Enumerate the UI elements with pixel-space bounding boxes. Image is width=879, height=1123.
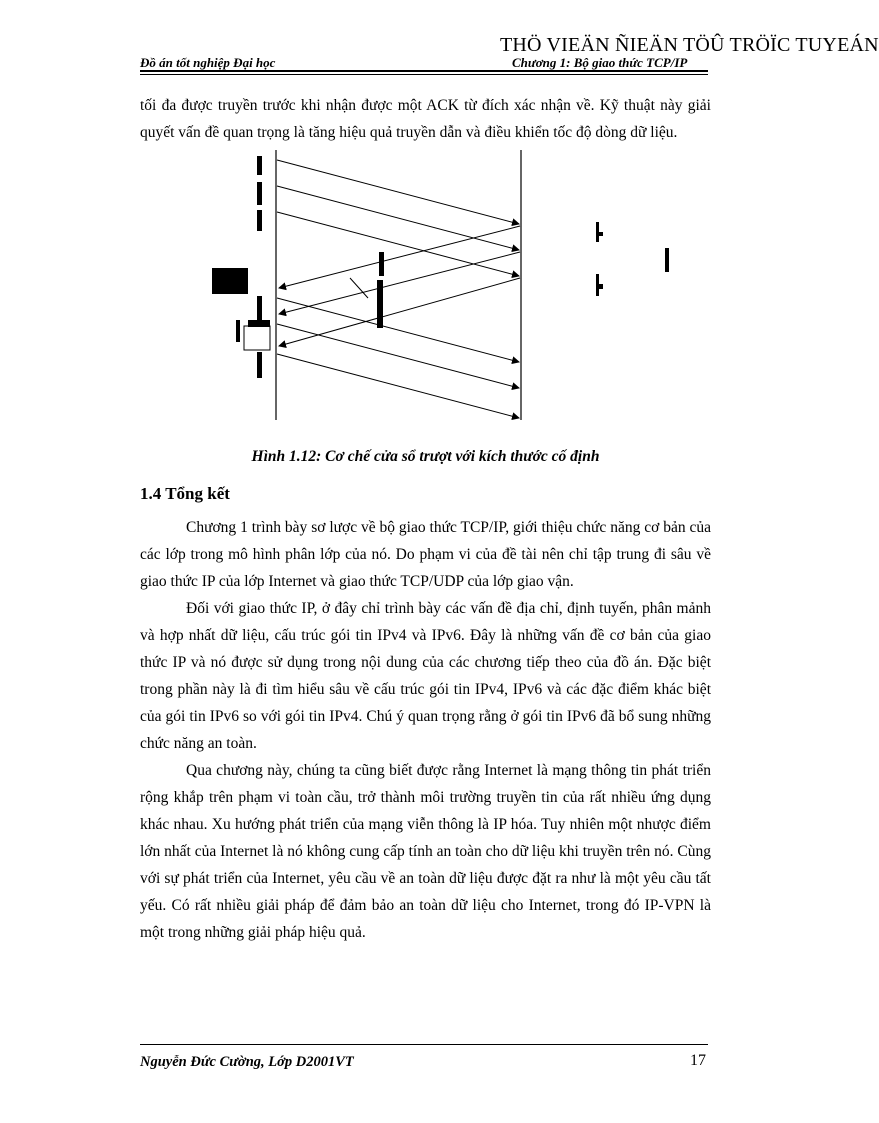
mark-bar [599, 284, 603, 289]
data-arrow [277, 186, 519, 250]
lost-segment-bar [379, 252, 384, 276]
data-arrow [277, 298, 519, 362]
segment-bar [236, 320, 240, 342]
intro-paragraph: tối đa được truyền trước khi nhận được một ACK từ đích xác nhận về. Kỹ thuật này giải quyết vấn đề quan trọng là tăng hiệu quả truyền dẫn và điều khiển tốc độ dòng dữ liệu. [140, 97, 711, 141]
window-frame [244, 326, 270, 350]
summary-paragraph: Đối với giao thức IP, ở đây chỉ trình bày các vấn đề địa chỉ, định tuyến, phân mảnh và hợp nhất dữ liệu, cấu trúc gói tin IPv4 và IPv6. Đây là những vấn đề cơ bản của giao thức IP và nó được sử dụng trong nội dung của các chương tiếp theo của đồ án. Đặc biệt trong phần này là đi tìm hiểu sâu về cấu trúc gói tin IPv4, IPv6 và các đặc điểm khác biệt của gói tin IPv6 so với gói tin IPv4. Chú ý quan trọng rằng ở gói tin IPv6 đã bổ sung những chức năng an toàn. [140, 600, 711, 752]
mark-bar [665, 248, 669, 272]
mark-bar [599, 232, 603, 236]
summary-paragraph: Chương 1 trình bày sơ lược về bộ giao thức TCP/IP, giới thiệu chức năng cơ bản của các lớp trong mô hình phân lớp của nó. Do phạm vi của đề tài nên chỉ tập trung đi sâu về giao thức IP của lớp Internet và giao thức TCP/UDP của lớp giao vận. [140, 519, 711, 590]
segment-bar [257, 156, 262, 175]
header-chapter-title: Chương 1: Bộ giao thức TCP/IP [512, 55, 688, 70]
ack-arrow [279, 252, 520, 314]
data-arrow [277, 212, 519, 276]
mark-bar [596, 274, 599, 296]
summary-paragraph: Qua chương này, chúng ta cũng biết được rằng Internet là mạng thông tin phát triển rộng khắp trên phạm vi toàn cầu, trở thành môi trường truyền tin của rất nhiều ứng dụng khác nhau. Xu hướng phát triển của mạng viễn thông là IP hóa. Tuy nhiên một nhược điểm lớn nhất của Internet là nó không cung cấp tính an toàn cho dữ liệu khi truyền trên nó. Cùng với sự phát triển của Internet, yêu cầu về an toàn dữ liệu được đặt ra như là một yêu cầu tất yếu. Có rất nhiều giải pháp để đảm bảo an toàn dữ liệu cho Internet, trong đó IP-VPN là một trong những giải pháp hiệu quả. [140, 762, 712, 941]
segment-bar [257, 210, 262, 231]
data-arrow [277, 324, 519, 388]
segment-bar [257, 182, 262, 205]
segment-bar [257, 296, 262, 322]
watermark: THÖ VIEÄN ÑIEÄN TÖÛ TRÖÏC TUYEÁN [500, 34, 879, 56]
ack-arrow [279, 278, 520, 346]
figure-caption: Hình 1.12: Cơ chế cửa sổ trượt với kích thước cố định [251, 448, 600, 465]
window-block [212, 268, 248, 294]
footer-rule [140, 1044, 708, 1045]
page-number: 17 [690, 1052, 706, 1069]
section-title: 1.4 Tổng kết [140, 484, 230, 503]
data-arrow [277, 160, 519, 224]
footer-author: Nguyễn Đức Cường, Lớp D2001VT [140, 1054, 354, 1070]
ack-arrow [279, 226, 520, 288]
header-rule-thin [140, 74, 708, 75]
mark-bar [596, 222, 599, 242]
data-arrow [277, 354, 519, 418]
header-document-title: Đồ án tốt nghiệp Đại học [140, 55, 276, 70]
sliding-window-diagram [200, 148, 680, 438]
segment-bar [257, 352, 262, 378]
header-rule-thick [140, 70, 708, 72]
